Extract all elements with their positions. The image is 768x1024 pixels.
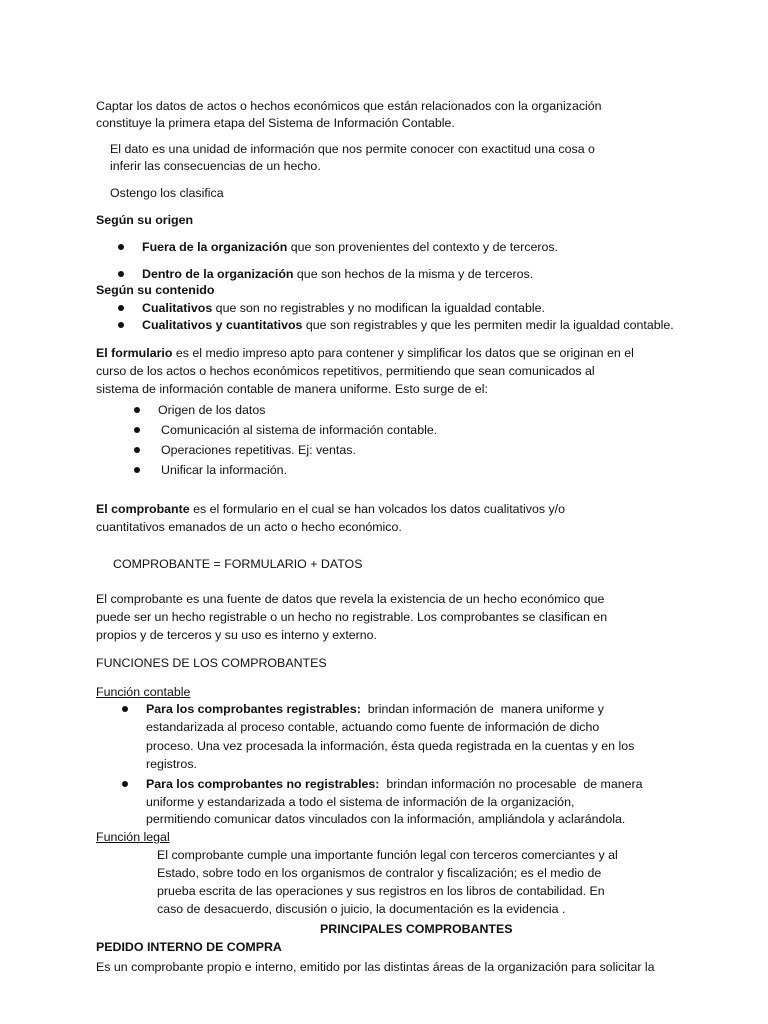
bullet-icon bbox=[134, 467, 140, 473]
bullet-icon bbox=[118, 271, 124, 277]
bullet-icon bbox=[118, 305, 124, 311]
origen-heading: Según su origen bbox=[96, 213, 194, 227]
contenido-heading: Según su contenido bbox=[96, 283, 215, 297]
intro-line-1: Captar los datos de actos o hechos económicos que están relacionados con la organización bbox=[96, 99, 602, 113]
no-registrables-line-2: uniforme y estandarizada a todo el sistema de información de la organización, bbox=[146, 795, 575, 809]
bullet-icon bbox=[118, 244, 124, 250]
formulario-line-2: curso de los actos o hechos económicos repetitivos, permitiendo que sean comunicados al bbox=[96, 364, 595, 378]
formulario-line-1: El formulario es el medio impreso apto para contener y simplificar los datos que se originan en el bbox=[96, 346, 634, 360]
ostengo-line: Ostengo los clasifica bbox=[110, 186, 224, 200]
bullet-icon bbox=[122, 781, 128, 787]
principales-heading: PRINCIPALES COMPROBANTES bbox=[320, 922, 513, 936]
bullet-icon bbox=[122, 706, 128, 712]
registrables-line-3: proceso. Una vez procesada la información, ésta queda registrada en la cuentas y en los bbox=[146, 739, 635, 753]
legal-line-4: caso de desacuerdo, discusión o juicio, la documentación es la evidencia . bbox=[157, 902, 566, 916]
legal-line-2: Estado, sobre todo en los organismos de contralor y fiscalización; es el medio de bbox=[157, 866, 602, 880]
comprobante-line-1: El comprobante es el formulario en el cual se han volcados los datos cualitativos y/o bbox=[96, 502, 566, 516]
comprobante-p2-line-1: El comprobante es una fuente de datos que revela la existencia de un hecho económico que bbox=[96, 592, 605, 606]
bullet-icon bbox=[118, 322, 124, 328]
bullet-icon bbox=[134, 447, 140, 453]
funcion-contable-heading: Función contable bbox=[96, 685, 191, 699]
pedido-line-1: Es un comprobante propio e interno, emitido por las distintas áreas de la organización para solicitar la bbox=[96, 960, 655, 974]
pedido-heading: PEDIDO INTERNO DE COMPRA bbox=[96, 940, 282, 954]
registrables-line-4: registros. bbox=[146, 757, 197, 771]
no-registrables-line-3: permitiendo comunicar datos vinculados con la información, ampliándola y aclarándola. bbox=[146, 812, 626, 826]
dato-line-1: El dato es una unidad de información que nos permite conocer con exactitud una cosa o bbox=[110, 142, 595, 156]
formulario-line-3: sistema de información contable de manera uniforme. Esto surge de el: bbox=[96, 382, 488, 396]
registrables-line-1: Para los comprobantes registrables: brindan información de manera uniforme y bbox=[146, 702, 604, 716]
funcion-legal-heading: Función legal bbox=[96, 830, 170, 844]
comprobante-line-2: cuantitativos emanados de un acto o hecho económico. bbox=[96, 520, 402, 534]
intro-line-2: constituye la primera etapa del Sistema de Información Contable. bbox=[96, 116, 455, 130]
dato-line-2: inferir las consecuencias de un hecho. bbox=[110, 159, 321, 173]
bullet-icon bbox=[134, 427, 140, 433]
registrables-line-2: estandarizada al proceso contable, actuando como fuente de información de dicho bbox=[146, 720, 600, 734]
comprobante-p2-line-3: propios y de terceros y su uso es interno y externo. bbox=[96, 628, 377, 642]
bullet-icon bbox=[134, 407, 140, 413]
no-registrables-line-1: Para los comprobantes no registrables: brindan información no procesable de manera bbox=[146, 777, 643, 791]
legal-line-1: El comprobante cumple una importante función legal con terceros comerciantes y al bbox=[157, 848, 618, 862]
funciones-heading: FUNCIONES DE LOS COMPROBANTES bbox=[96, 656, 327, 670]
comprobante-formula: COMPROBANTE = FORMULARIO + DATOS bbox=[113, 557, 363, 571]
legal-line-3: prueba escrita de las operaciones y sus registros en los libros de contabilidad. En bbox=[157, 884, 605, 898]
comprobante-p2-line-2: puede ser un hecho registrable o un hecho no registrable. Los comprobantes se clasifican en bbox=[96, 610, 608, 624]
